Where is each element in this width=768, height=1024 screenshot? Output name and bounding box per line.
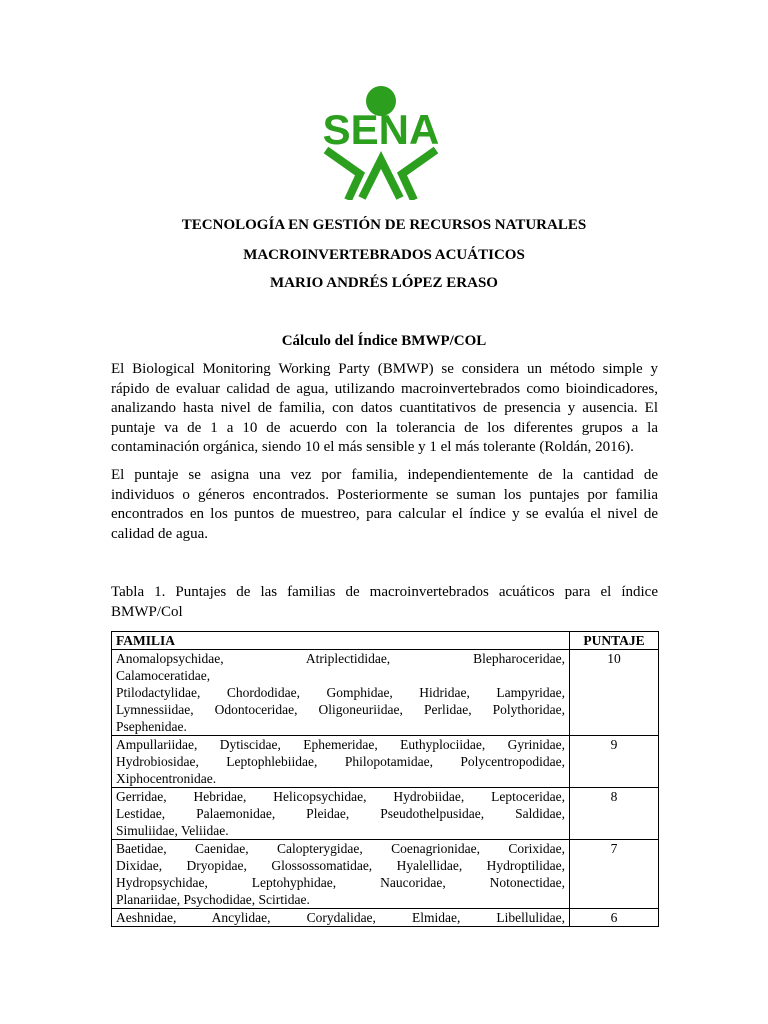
families-line: Simuliidae, Veliidae. — [116, 823, 229, 838]
table-row — [112, 840, 659, 909]
caption-line: Tabla 1. Puntajes de las familias de macroinvertebrados acuáticos para el índice — [111, 584, 658, 600]
families-line: Hydropsychidae, Leptohyphidae, Naucoridae, Notonectidae, — [116, 875, 565, 890]
families-line: Lymnessiidae, Odontoceridae, Oligoneuriidae, Perlidae, Polythoridae, — [116, 702, 565, 717]
families-line: Hydrobiosidae, Leptophlebiidae, Philopotamidae, Polycentropodidae, — [116, 754, 565, 769]
paragraph-bmwp-description — [111, 360, 658, 458]
families-line: Xiphocentronidae. — [116, 771, 217, 786]
families-line: Aeshnidae, Ancylidae, Corydalidae, Elmidae, Libellulidae, — [116, 910, 565, 925]
families-line: Calamoceratidae, — [116, 668, 211, 683]
families-cell — [112, 788, 570, 840]
paragraph-line: calidad de agua. — [111, 525, 209, 542]
caption-line: BMWP/Col — [111, 603, 183, 620]
families-cell — [112, 909, 570, 927]
table-row — [112, 909, 659, 927]
paragraph-line: analizando hasta nivel de familia, con datos cuantitativos de presencia y ausencia. El — [111, 400, 658, 416]
families-line: Planariidae, Psychodidae, Scirtidae. — [116, 892, 310, 907]
score-cell: 9 — [570, 736, 659, 788]
families-line: Anomalopsychidae, Atriplectididae, Blepharoceridae, — [116, 651, 565, 666]
paragraph-scoring-method — [111, 466, 658, 544]
paragraph-line: El puntaje se asigna una vez por familia, independientemente de la cantidad de — [111, 467, 658, 483]
paragraph-line: contaminación orgánica, siendo 10 el más sensible y 1 el más tolerante (Roldán, 2016). — [111, 439, 634, 455]
logo-figure — [326, 150, 436, 200]
column-header-puntaje: PUNTAJE — [570, 632, 659, 650]
families-line: Lestidae, Palaemonidae, Pleidae, Pseudothelpusidae, Saldidae, — [116, 806, 565, 821]
families-cell — [112, 840, 570, 909]
paragraph-line: rápido de evaluar calidad de agua, utilizando macroinvertebrados como bioindicadores, — [111, 380, 658, 397]
families-line: Ampullariidae, Dytiscidae, Ephemeridae, Euthyplociidae, Gyrinidae, — [116, 737, 565, 752]
families-cell — [112, 736, 570, 788]
score-cell: 8 — [570, 788, 659, 840]
score-cell: 7 — [570, 840, 659, 909]
column-header-familia: FAMILIA — [112, 632, 570, 650]
paragraph-line: El Biological Monitoring Working Party (BMWP) se considera un método simple y — [111, 361, 658, 377]
author-name: MARIO ANDRÉS LÓPEZ ERASO — [270, 275, 498, 291]
sena-logo — [318, 84, 450, 200]
families-line: Baetidae, Caenidae, Calopterygidae, Coenagrionidae, Corixidae, — [116, 841, 565, 856]
table-row — [112, 788, 659, 840]
logo-text: SENA — [322, 106, 440, 153]
score-cell: 10 — [570, 650, 659, 736]
table-caption — [111, 582, 658, 621]
section-title: Cálculo del Índice BMWP/COL — [281, 333, 487, 349]
families-line: Dixidae, Dryopidae, Glossossomatidae, Hyalellidae, Hydroptilidae, — [116, 858, 565, 873]
paragraph-line: encontrados en los puntos de muestreo, para calcular el índice y se evalúa el nivel de — [111, 506, 658, 522]
program-title: TECNOLOGÍA EN GESTIÓN DE RECURSOS NATURALES — [181, 217, 587, 233]
families-line: Ptilodactylidae, Chordodidae, Gomphidae, Hidridae, Lampyridae, — [116, 685, 565, 700]
families-line: Psephenidae. — [116, 719, 187, 734]
score-cell: 6 — [570, 909, 659, 927]
paragraph-line: puntaje va de 1 a 10 de acuerdo con la tolerancia de los diferentes grupos a la — [111, 419, 658, 436]
families-cell — [112, 650, 570, 736]
paragraph-line: individuos o géneros encontrados. Posteriormente se suman los puntajes por familia — [111, 486, 658, 503]
families-line: Gerridae, Hebridae, Helicopsychidae, Hydrobiidae, Leptoceridae, — [116, 789, 565, 804]
table-header-row — [112, 632, 659, 650]
bmwp-score-table — [111, 631, 659, 927]
subject-title: MACROINVERTEBRADOS ACUÁTICOS — [243, 247, 525, 263]
table-row — [112, 736, 659, 788]
table-row — [112, 650, 659, 736]
